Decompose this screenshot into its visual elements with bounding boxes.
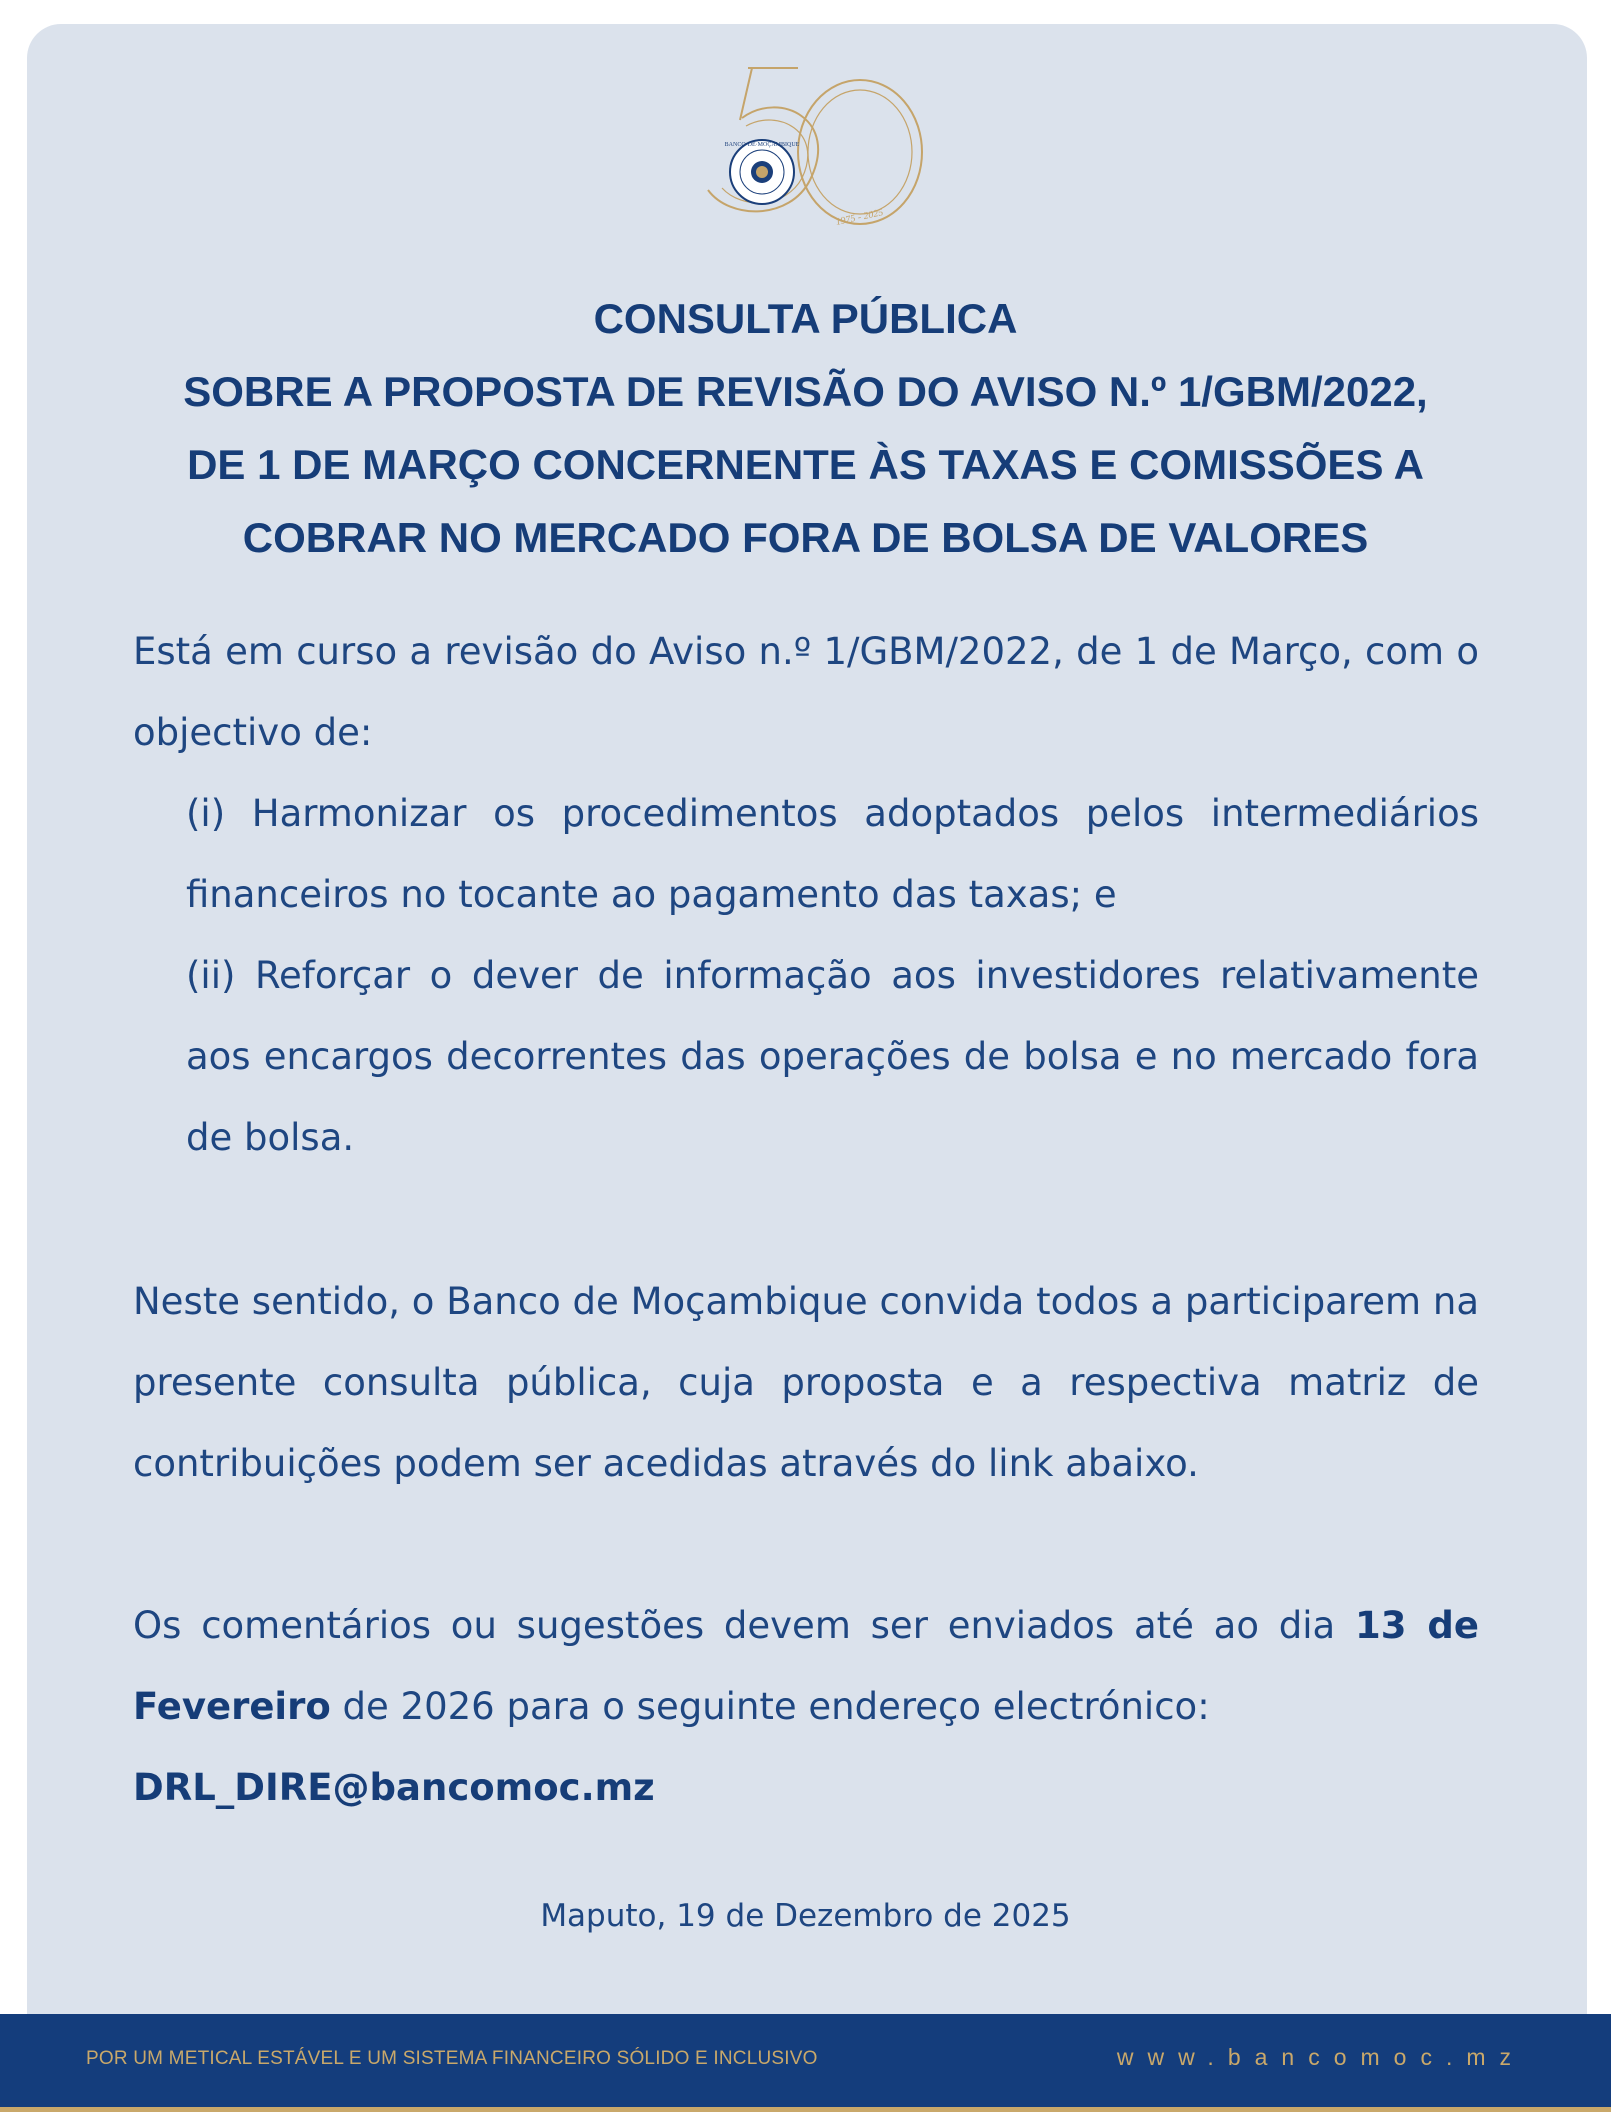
deadline-text: Os comentários ou sugestões devem ser enviados até ao dia [133,1604,1356,1647]
footer-slogan: POR UM METICAL ESTÁVEL E UM SISTEMA FINANCEIRO SÓLIDO E INCLUSIVO [86,2048,818,2069]
deadline-paragraph [133,1585,1479,1828]
invite-paragraph: Neste sentido, o Banco de Moçambique convida todos a participarem na presente consulta pública, cuja proposta e a respectiva matriz de contribuições podem ser acedidas através do link abaixo. [133,1280,1479,1485]
footer-bar [0,2014,1611,2107]
title-line: CONSULTA PÚBLICA [593,295,1018,342]
intro-paragraph: Está em curso a revisão do Aviso n.º 1/GBM/2022, de 1 de Março, com o objectivo de: [133,630,1479,754]
contact-email[interactable]: DRL_DIRE@bancomoc.mz [133,1766,655,1809]
logo-years: 1975 - 2025 [834,207,885,228]
title-line: DE 1 DE MARÇO CONCERNENTE ÀS TAXAS E COMISSÕES A [187,441,1424,488]
objective-item: (i) Harmonizar os procedimentos adoptados pelos intermediários financeiros no tocante ao pagamento das taxas; e [186,792,1479,916]
place-date: Maputo, 19 de Dezembro de 2025 [540,1898,1071,1934]
page-title [60,282,1551,574]
anniversary-logo [690,60,930,240]
seal-text: BANCO·DE·MOÇAMBIQUE [724,142,800,148]
deadline-text-end: de 2026 para o seguinte endereço electrónico: [330,1685,1210,1728]
title-line: SOBRE A PROPOSTA DE REVISÃO DO AVISO N.º 1/GBM/2022, [183,368,1428,415]
deadline-date: 13 de Fevereiro [133,1604,1479,1728]
footer-website-link[interactable]: www.bancomoc.mz [1116,2044,1525,2070]
objectives-list [186,773,1479,1178]
title-line: COBRAR NO MERCADO FORA DE BOLSA DE VALORES [242,514,1369,561]
footer-divider [0,2107,1611,2112]
objective-item: (ii) Reforçar o dever de informação aos investidores relativamente aos encargos decorrentes das operações de bolsa e no mercado fora de bolsa. [186,954,1479,1159]
